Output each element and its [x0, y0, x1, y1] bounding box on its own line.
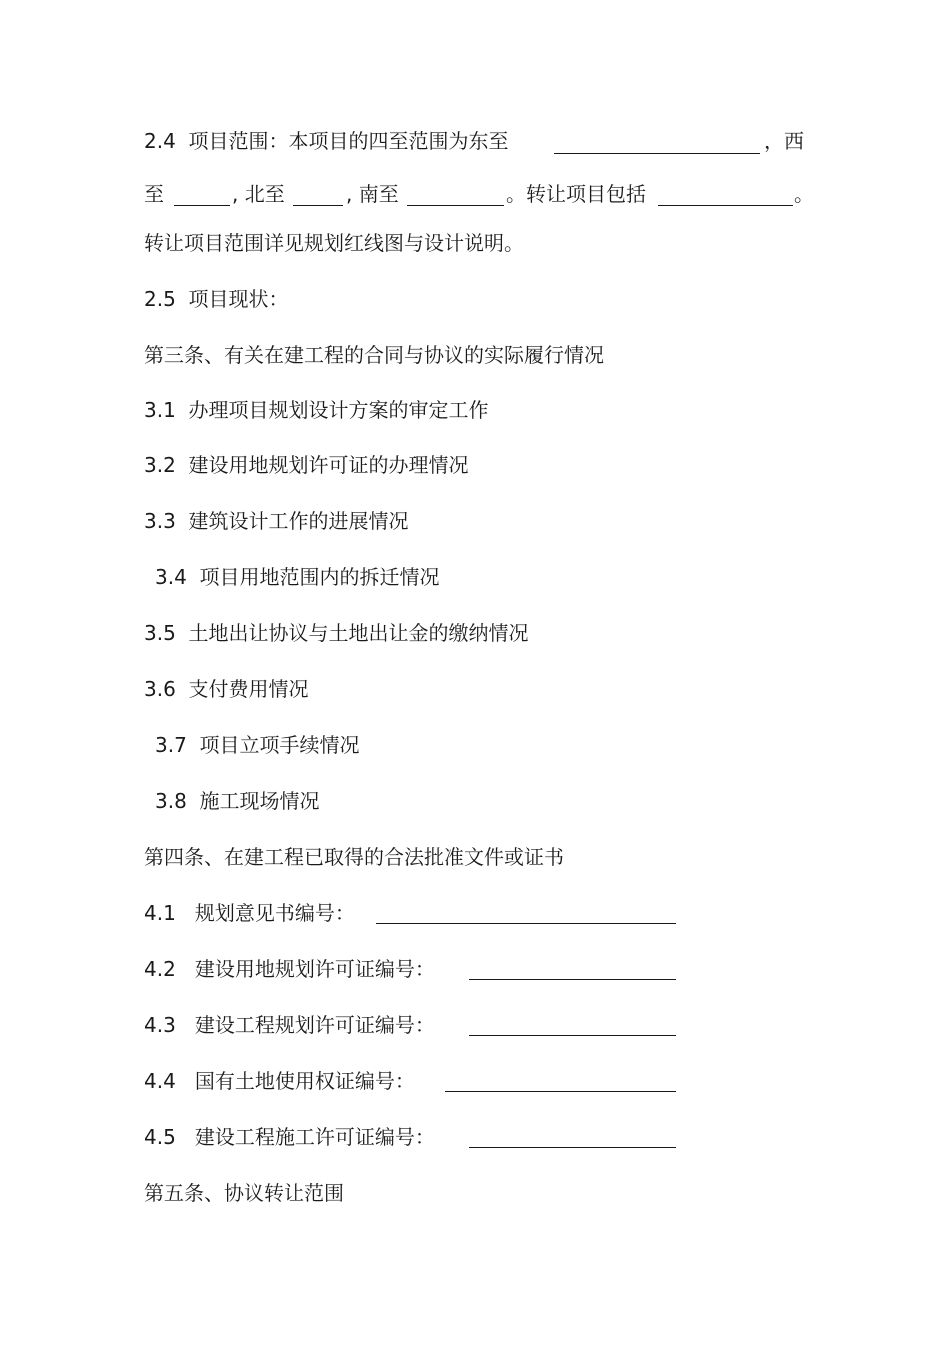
article-3-item — [144, 508, 409, 534]
article-3-item — [144, 676, 309, 702]
article-4-item — [144, 1068, 415, 1094]
article-4-item — [144, 1124, 435, 1150]
item-label: 办理项目规划设计方案的审定工作 — [188, 398, 489, 422]
west-boundary-blank — [174, 205, 230, 206]
section-2-5 — [144, 286, 289, 312]
permit-number-blank — [469, 1147, 676, 1148]
section-number: 2.4 — [144, 129, 176, 153]
permit-number-blank — [469, 1035, 676, 1036]
section-2-4-line1 — [144, 128, 509, 154]
north-label: , 北至 — [232, 182, 285, 206]
item-label: 项目立项手续情况 — [199, 733, 360, 757]
item-number: 3.1 — [144, 398, 176, 422]
item-number: 3.3 — [144, 509, 176, 533]
south-label: , 南至 — [346, 182, 399, 206]
permit-number-blank — [376, 923, 676, 924]
article-3-item — [155, 564, 440, 590]
permit-number-blank — [469, 979, 676, 980]
south-boundary-blank — [407, 205, 504, 206]
item-label: 支付费用情况 — [188, 677, 309, 701]
item-label: 建设用地规划许可证的办理情况 — [188, 453, 469, 477]
section-2-4-line3: 转让项目范围详见规划红线图与设计说明。 — [144, 231, 524, 255]
transfer-label: 。转让项目包括 — [506, 182, 646, 206]
article-4-item — [144, 900, 355, 926]
article-4-title: 第四条、在建工程已取得的合法批准文件或证书 — [144, 845, 564, 869]
period: 。 — [794, 182, 814, 206]
article-3-item — [155, 732, 360, 758]
item-label: 土地出让协议与土地出让金的缴纳情况 — [188, 621, 529, 645]
item-label: 建设用地规划许可证编号： — [194, 957, 435, 981]
item-number: 4.4 — [144, 1069, 176, 1093]
article-5-title: 第五条、协议转让范围 — [144, 1181, 344, 1205]
item-label: 建设工程规划许可证编号： — [194, 1013, 435, 1037]
article-3-item — [144, 397, 489, 423]
west-label: ，西 — [764, 129, 804, 153]
item-number: 3.8 — [155, 789, 187, 813]
item-label: 规划意见书编号： — [194, 901, 355, 925]
article-3-item — [144, 452, 469, 478]
item-number: 3.6 — [144, 677, 176, 701]
item-label: 建设工程施工许可证编号： — [194, 1125, 435, 1149]
north-boundary-blank — [293, 205, 343, 206]
item-label: 国有土地使用权证编号： — [194, 1069, 415, 1093]
article-3-item — [144, 620, 529, 646]
item-number: 4.3 — [144, 1013, 176, 1037]
article-4-item — [144, 1012, 435, 1038]
item-number: 3.4 — [155, 565, 187, 589]
item-number: 4.1 — [144, 901, 176, 925]
section-label: 项目现状： — [188, 287, 289, 311]
item-number: 3.7 — [155, 733, 187, 757]
permit-number-blank — [445, 1091, 676, 1092]
east-boundary-blank — [554, 153, 760, 154]
section-number: 2.5 — [144, 287, 176, 311]
item-label: 建筑设计工作的进展情况 — [188, 509, 409, 533]
transfer-items-blank — [658, 205, 793, 206]
section-label: 项目范围：本项目的四至范围为东至 — [188, 129, 509, 153]
item-label: 项目用地范围内的拆迁情况 — [199, 565, 440, 589]
article-3-title: 第三条、有关在建工程的合同与协议的实际履行情况 — [144, 343, 604, 367]
article-4-item — [144, 956, 435, 982]
item-number: 3.5 — [144, 621, 176, 645]
article-3-item — [155, 788, 320, 814]
item-number: 3.2 — [144, 453, 176, 477]
item-number: 4.5 — [144, 1125, 176, 1149]
west-boundary-prefix: 至 — [144, 182, 164, 206]
item-number: 4.2 — [144, 957, 176, 981]
item-label: 施工现场情况 — [199, 789, 320, 813]
